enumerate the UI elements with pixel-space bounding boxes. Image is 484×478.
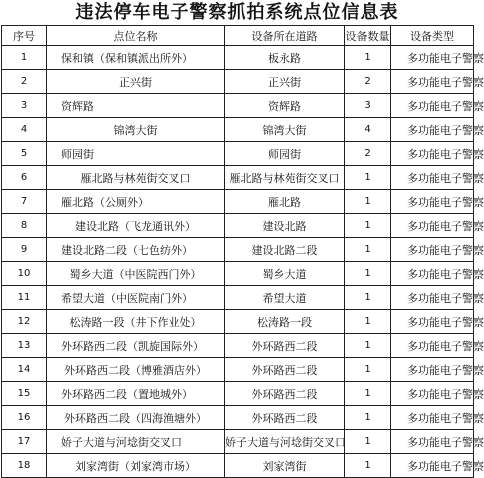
cell-location: 建设北路二段（七色纺外） [47, 238, 225, 262]
cell-count: 1 [345, 190, 391, 214]
cell-road: 希望大道 [225, 286, 345, 310]
table-row [2, 358, 474, 382]
cell-type: 多功能电子警察 [391, 262, 474, 286]
header-count: 设备数量 [345, 26, 391, 46]
cell-seq: 14 [2, 358, 47, 382]
cell-type: 多功能电子警察 [391, 238, 474, 262]
cell-seq: 7 [2, 190, 47, 214]
cell-location: 资辉路 [47, 94, 225, 118]
cell-road: 板永路 [225, 46, 345, 70]
cell-road: 外环路西二段 [225, 382, 345, 406]
cell-seq: 13 [2, 334, 47, 358]
cell-count: 1 [345, 262, 391, 286]
cell-seq: 1 [2, 46, 47, 70]
cell-location: 外环路西二段（博雅酒店外） [47, 358, 225, 382]
cell-road: 锦湾大街 [225, 118, 345, 142]
cell-type: 多功能电子警察 [391, 286, 474, 310]
cell-type: 多功能电子警察 [391, 310, 474, 334]
cell-seq: 9 [2, 238, 47, 262]
cell-road: 松涛路一段 [225, 310, 345, 334]
cell-count: 1 [345, 310, 391, 334]
cell-seq: 16 [2, 406, 47, 430]
cell-seq: 10 [2, 262, 47, 286]
cell-count: 1 [345, 214, 391, 238]
cell-count: 1 [345, 238, 391, 262]
cell-type: 多功能电子警察 [391, 382, 474, 406]
cell-seq: 5 [2, 142, 47, 166]
cell-type: 多功能电子警察 [391, 166, 474, 190]
cell-location: 刘家湾街（刘家湾市场） [47, 454, 225, 478]
cell-type: 多功能电子警察 [391, 214, 474, 238]
cell-type: 多功能电子警察 [391, 118, 474, 142]
cell-location: 外环路西二段（凯旋国际外） [47, 334, 225, 358]
cell-type: 多功能电子警察 [391, 454, 474, 478]
cell-type: 多功能电子警察 [391, 190, 474, 214]
cell-road: 外环路西二段 [225, 406, 345, 430]
cell-count: 1 [345, 358, 391, 382]
table-row [2, 214, 474, 238]
cell-seq: 15 [2, 382, 47, 406]
table-row [2, 286, 474, 310]
cell-road: 雁北路与林苑街交叉口 [225, 166, 345, 190]
cell-type: 多功能电子警察 [391, 334, 474, 358]
cell-road: 正兴街 [225, 70, 345, 94]
cell-location: 建设北路（飞龙通讯外） [47, 214, 225, 238]
cell-count: 1 [345, 406, 391, 430]
cell-count: 3 [345, 94, 391, 118]
cell-seq: 8 [2, 214, 47, 238]
cell-count: 2 [345, 142, 391, 166]
camera-location-table [1, 25, 484, 478]
cell-type: 多功能电子警察 [391, 94, 474, 118]
header-location: 点位名称 [47, 26, 225, 46]
table-body [2, 46, 484, 478]
cell-type: 多功能电子警察 [391, 406, 474, 430]
cell-seq: 12 [2, 310, 47, 334]
cell-location: 保和镇（保和镇派出所外） [47, 46, 225, 70]
table-row [2, 46, 474, 70]
cell-location: 外环路西二段（置地城外） [47, 382, 225, 406]
cell-location: 雁北路与林苑街交叉口 [47, 166, 225, 190]
cell-road: 雁北路 [225, 190, 345, 214]
table-row [2, 334, 474, 358]
document-title: 违法停车电子警察抓拍系统点位信息表 [75, 2, 399, 23]
table-row [2, 190, 474, 214]
table-row [2, 118, 474, 142]
table-row [2, 310, 474, 334]
cell-type: 多功能电子警察 [391, 142, 474, 166]
table-row [2, 382, 474, 406]
header-road: 设备所在道路 [225, 26, 345, 46]
table-row [2, 70, 474, 94]
table-row [2, 406, 474, 430]
cell-location: 外环路西二段（四海渔塘外） [47, 406, 225, 430]
table-header-row [2, 26, 474, 46]
cell-location: 锦湾大街 [47, 118, 225, 142]
cell-type: 多功能电子警察 [391, 430, 474, 454]
cell-location: 雁北路（公厕外） [47, 190, 225, 214]
cell-count: 1 [345, 430, 391, 454]
header-seq: 序号 [2, 26, 47, 46]
cell-location: 松涛路一段（井下作业处） [47, 310, 225, 334]
cell-location: 师园街 [47, 142, 225, 166]
cell-seq: 2 [2, 70, 47, 94]
cell-seq: 3 [2, 94, 47, 118]
cell-road: 建设北路二段 [225, 238, 345, 262]
cell-type: 多功能电子警察 [391, 358, 474, 382]
cell-road: 外环路西二段 [225, 334, 345, 358]
cell-seq: 11 [2, 286, 47, 310]
cell-type: 多功能电子警察 [391, 46, 474, 70]
cell-count: 1 [345, 454, 391, 478]
cell-seq: 18 [2, 454, 47, 478]
cell-count: 4 [345, 118, 391, 142]
header-type: 设备类型 [391, 26, 474, 46]
cell-count: 1 [345, 334, 391, 358]
cell-road: 娇子大道与河埝街交叉口 [225, 430, 345, 454]
cell-type: 多功能电子警察 [391, 70, 474, 94]
cell-seq: 4 [2, 118, 47, 142]
cell-location: 娇子大道与河埝街交叉口 [47, 430, 225, 454]
cell-count: 2 [345, 70, 391, 94]
cell-location: 希望大道（中医院南门外） [47, 286, 225, 310]
cell-road: 刘家湾街 [225, 454, 345, 478]
cell-seq: 6 [2, 166, 47, 190]
cell-location: 正兴街 [47, 70, 225, 94]
cell-road: 蜀乡大道 [225, 262, 345, 286]
cell-road: 建设北路 [225, 214, 345, 238]
cell-seq: 17 [2, 430, 47, 454]
table-row [2, 94, 474, 118]
cell-road: 外环路西二段 [225, 358, 345, 382]
table-row [2, 454, 474, 478]
table-row [2, 166, 474, 190]
table-row [2, 262, 474, 286]
cell-count: 1 [345, 166, 391, 190]
cell-road: 师园街 [225, 142, 345, 166]
table-row [2, 238, 474, 262]
cell-count: 1 [345, 46, 391, 70]
cell-count: 1 [345, 286, 391, 310]
cell-count: 1 [345, 382, 391, 406]
cell-location: 蜀乡大道（中医院西门外） [47, 262, 225, 286]
table-row [2, 430, 474, 454]
cell-road: 资辉路 [225, 94, 345, 118]
table-row [2, 142, 474, 166]
